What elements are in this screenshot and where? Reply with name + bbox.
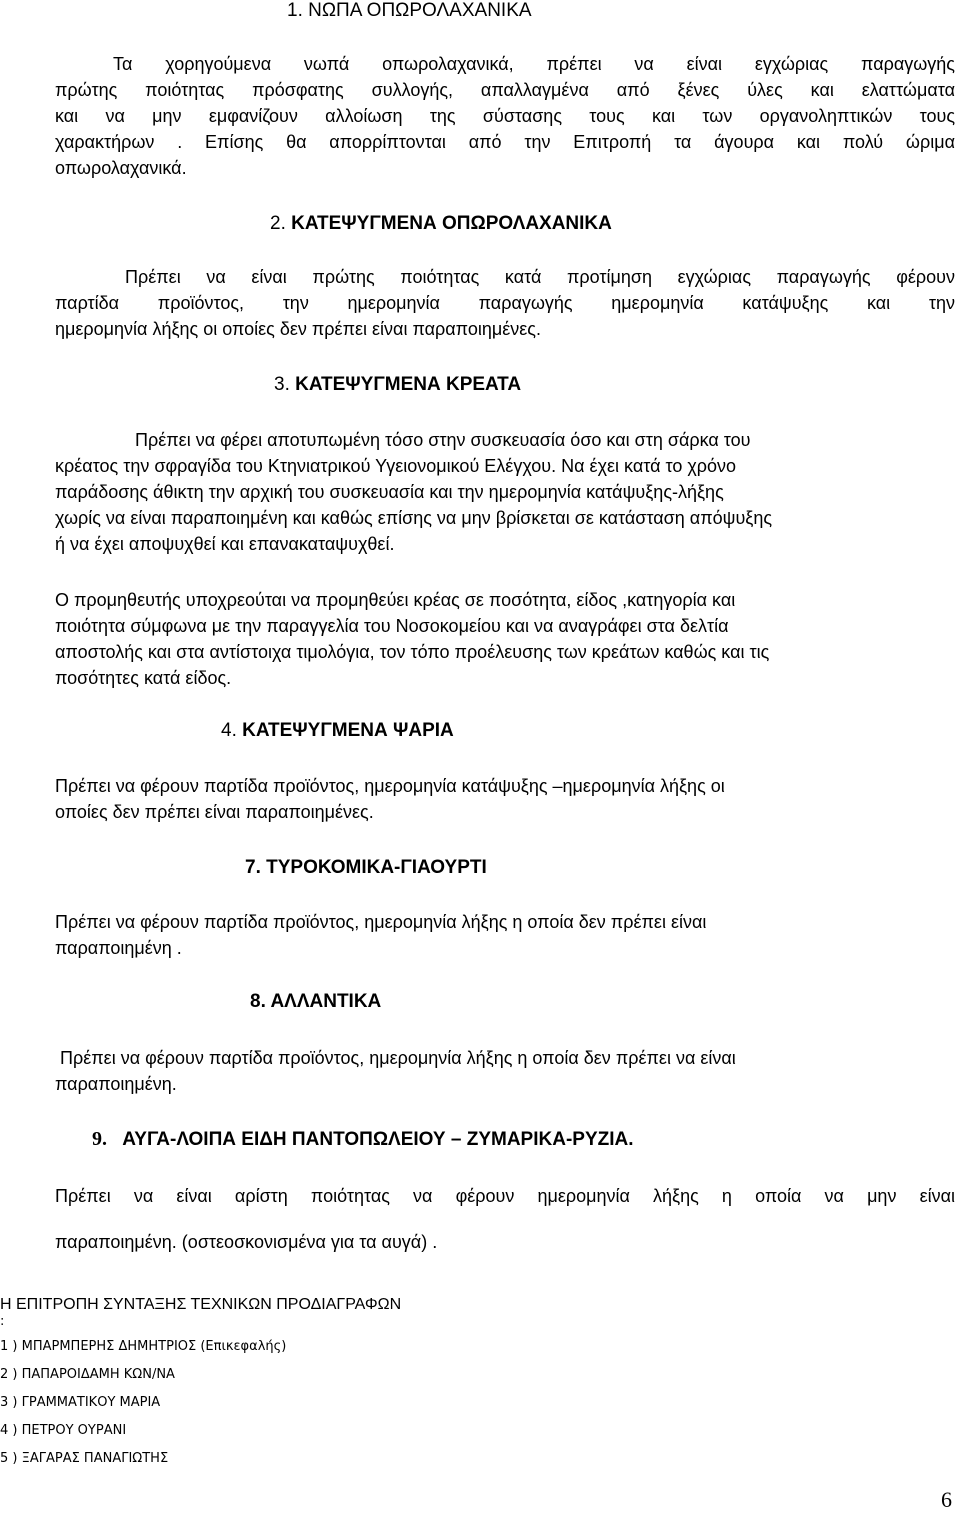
committee-member: 4 ) ΠΕΤΡΟΥ ΟΥΡΑΝΙ (0, 1423, 127, 1438)
section-3-line: ποσότητες κατά είδος. (55, 668, 232, 688)
section-1-line: Τα χορηγούμενα νωπά οπωρολαχανικά, πρέπει να είναι εγχώριας παραγωγής (113, 54, 955, 74)
section-9-title: ΑΥΓΑ-ΛΟΙΠΑ ΕΙΔΗ ΠΑΝΤΟΠΩΛΕΙΟΥ – ΖΥΜΑΡΙΚΑ-ΡΥΖΙΑ. (122, 1129, 634, 1150)
section-1-title: 1. ΝΩΠΑ ΟΠΩΡΟΛΑΧΑΝΙΚΑ (287, 0, 532, 21)
section-3-line: Ο προμηθευτής υποχρεούται να προμηθεύει κρέας σε ποσότητα, είδος ,κατηγορία και (55, 590, 736, 610)
section-3-line: Πρέπει να φέρει αποτυπωμένη τόσο στην συσκευασία όσο και στη σάρκα του (135, 430, 751, 450)
section-4-heading (221, 720, 454, 742)
section-9-heading (92, 1128, 634, 1151)
section-3-line: παράδοσης άθικτη την αρχική του συσκευασία και την ημερομηνία κατάψυξης-λήξης (55, 482, 724, 502)
section-7-line: παραποιημένη . (55, 938, 182, 958)
committee-member: 2 ) ΠΑΠΑΡΟΙΔΑΜΗ ΚΩΝ/ΝΑ (0, 1367, 175, 1382)
section-7-title: ΤΥΡΟΚΟΜΙΚΑ-ΓΙΑΟΥΡΤΙ (266, 857, 487, 878)
section-8-heading (250, 991, 381, 1013)
section-2-number: 2. (270, 213, 286, 234)
committee-title: Η ΕΠΙΤΡΟΠΗ ΣΥΝΤΑΞΗΣ ΤΕΧΝΙΚΩΝ ΠΡΟΔΙΑΓΡΑΦΩΝ (0, 1296, 402, 1313)
section-3-line: ή να έχει αποψυχθεί και επανακαταψυχθεί. (55, 534, 395, 554)
section-9-number: 9. (92, 1128, 107, 1150)
section-3-line: χωρίς να είναι παραποιημένη και καθώς επίσης να μην βρίσκεται σε κατάσταση απόψυξης (55, 508, 773, 528)
section-8-line: παραποιημένη. (55, 1074, 177, 1094)
section-9-line: Πρέπει να είναι αρίστη ποιότητας να φέρουν ημερομηνία λήξης η οποία να μην είναι (55, 1186, 955, 1206)
section-1-line: χαρακτήρων . Επίσης θα απορρίπτονται από την Επιτροπή τα άγουρα και πολύ ώριμα (55, 132, 955, 152)
section-7-line: Πρέπει να φέρουν παρτίδα προϊόντος, ημερομηνία λήξης η οποία δεν πρέπει είναι (55, 912, 707, 932)
section-4-line: Πρέπει να φέρουν παρτίδα προϊόντος, ημερομηνία κατάψυξης –ημερομηνία λήξης οι (55, 776, 725, 796)
section-8-number: 8. (250, 991, 266, 1012)
section-2-line: παρτίδα προϊόντος, την ημερομηνία παραγωγής ημερομηνία κατάψυξης και την (55, 293, 955, 313)
section-3-line: κρέατος την σφραγίδα του Κτηνιατρικού Υγειονομικού Ελέγχου. Να έχει κατά το χρόνο (55, 456, 737, 476)
committee-member: 5 ) ΞΑΓΑΡΑΣ ΠΑΝΑΓΙΩΤΗΣ (0, 1451, 169, 1466)
section-2-title: ΚΑΤΕΨΥΓΜΕΝΑ ΟΠΩΡΟΛΑΧΑΝΙΚΑ (291, 213, 612, 234)
section-4-title: ΚΑΤΕΨΥΓΜΕΝΑ ΨΑΡΙΑ (242, 720, 454, 741)
section-1-line: οπωρολαχανικά. (55, 158, 187, 178)
section-2-line: Πρέπει να είναι πρώτης ποιότητας κατά προτίμηση εγχώριας παραγωγής φέρουν (125, 267, 955, 287)
committee-member: 1 ) ΜΠΑΡΜΠΕΡΗΣ ΔΗΜΗΤΡΙΟΣ (Επικεφαλής) (0, 1339, 287, 1354)
section-1-line: πρώτης ποιότητας πρόσφατης συλλογής, απαλλαγμένα από ξένες ύλες και ελαττώματα (55, 80, 955, 100)
section-2-line: ημερομηνία λήξης οι οποίες δεν πρέπει είναι παραποιημένες. (55, 319, 541, 339)
committee-colon: : (0, 1314, 5, 1329)
committee-member: 3 ) ΓΡΑΜΜΑΤΙΚΟΥ ΜΑΡΙΑ (0, 1395, 161, 1410)
section-3-title: ΚΑΤΕΨΥΓΜΕΝΑ ΚΡΕΑΤΑ (295, 374, 522, 395)
section-3-line: ποιότητα σύμφωνα με την παραγγελία του Νοσοκομείου και να αναγράφει στα δελτία (55, 616, 729, 636)
section-8-title: ΑΛΛΑΝΤΙΚΑ (270, 991, 382, 1012)
section-8-line: Πρέπει να φέρουν παρτίδα προϊόντος, ημερομηνία λήξης η οποία δεν πρέπει να είναι (55, 1048, 736, 1068)
section-1-line: και να μην εμφανίζουν αλλοίωση της σύστασης τους και των οργανοληπτικών τους (55, 106, 955, 126)
section-4-line: οποίες δεν πρέπει είναι παραποιημένες. (55, 802, 374, 822)
section-7-number: 7. (245, 857, 261, 878)
section-7-heading (245, 857, 487, 879)
section-3-number: 3. (274, 374, 290, 395)
section-2-heading (270, 213, 612, 235)
section-9-line: παραποιημένη. (οστεοσκονισμένα για τα αυγά) . (55, 1232, 438, 1252)
section-4-number: 4. (221, 720, 237, 741)
section-3-line: αποστολής και στα αντίστοιχα τιμολόγια, τον τόπο προέλευσης των κρεάτων καθώς και τις (55, 642, 770, 662)
section-3-heading (274, 374, 521, 396)
page-number: 6 (941, 1487, 952, 1512)
